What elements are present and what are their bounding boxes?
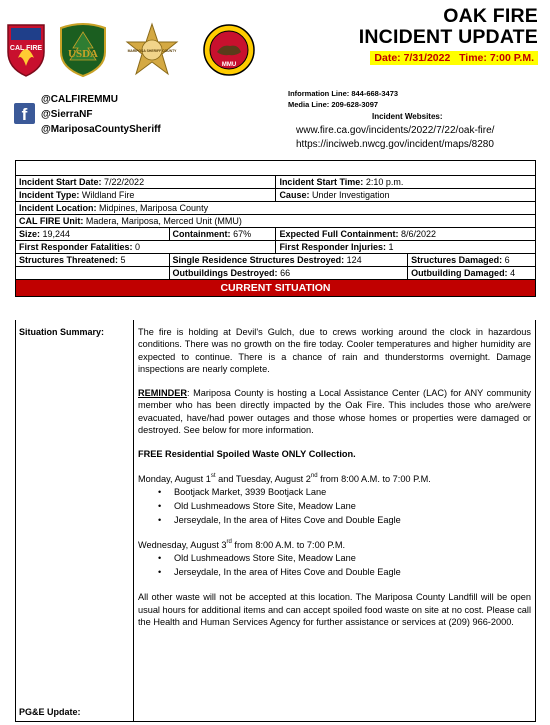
day1-line: Monday, August 1st and Tuesday, August 2nd from 8:00 A.M. to 7:00 P.M. <box>138 472 431 484</box>
date-value: 7/31/2022 <box>403 52 451 64</box>
situation-body <box>138 326 531 628</box>
handle-sheriff[interactable]: @MariposaCountySheriff <box>41 124 161 135</box>
situation-summary-label: Situation Summary: <box>19 327 105 337</box>
contact-lines <box>288 88 398 110</box>
reminder-paragraph <box>138 387 531 436</box>
location-cell: Incident Location: Midpines, Mariposa County <box>16 202 536 215</box>
pge-update-label: PG&E Update: <box>19 707 81 717</box>
svg-text:CAL FIRE: CAL FIRE <box>9 45 43 52</box>
column-divider <box>133 320 134 721</box>
structures-damaged-cell: Structures Damaged: 6 <box>408 254 536 267</box>
list-item: • Jerseydale, In the area of Hites Cove and Double Eagle <box>158 513 531 527</box>
unit-cell: CAL FIRE Unit: Madera, Mariposa, Merced Unit (MMU) <box>16 215 536 228</box>
website-link-calfire[interactable]: www.fire.ca.gov/incidents/2022/7/22/oak-fire/ <box>296 125 495 136</box>
website-links <box>296 124 494 152</box>
cal-fire-management-logo <box>202 22 256 78</box>
svg-text:MARIPOSA SHERIFF COUNTY: MARIPOSA SHERIFF COUNTY <box>127 49 177 53</box>
svg-text:USDA: USDA <box>68 48 98 60</box>
incident-info-table <box>15 160 536 297</box>
size-cell: Size: 19,244 <box>16 228 170 241</box>
websites-title: Incident Websites: <box>372 112 443 121</box>
current-situation-banner: CURRENT SITUATION <box>16 280 536 297</box>
info-line: Information Line: 844-668-3473 <box>288 89 399 98</box>
cal-fire-logo <box>4 22 48 78</box>
fatalities-cell: First Responder Fatalities: 0 <box>16 241 276 254</box>
outbuildings-destroyed-cell: Outbuildings Destroyed: 66 <box>169 267 408 280</box>
title-line-1: OAK FIRE <box>443 5 538 27</box>
containment-cell: Containment: 67% <box>169 228 276 241</box>
handle-sierranf[interactable]: @SierraNF <box>41 109 93 120</box>
waste-title: FREE Residential Spoiled Waste ONLY Collection. <box>138 449 356 460</box>
list-item: • Jerseydale, In the area of Hites Cove and Double Eagle <box>158 565 531 579</box>
empty-cell <box>16 267 170 280</box>
situation-section <box>15 320 536 722</box>
day1-sites-list <box>138 485 531 527</box>
agency-logos <box>4 22 262 84</box>
list-item: • Bootjack Market, 3939 Bootjack Lane <box>158 485 531 499</box>
start-date-cell: Incident Start Date: 7/22/2022 <box>16 176 276 189</box>
summary-paragraph: The fire is holding at Devil's Gulch, due to crews working around the clock in hazardous conditions. There was no growth on the fire today. Cooler temperatures and higher humidity are expected to continue. There is a chance of rain and thunderstorms overnight. Damage inspections are nearly complete. <box>138 327 531 374</box>
handle-calfire[interactable]: @CALFIREMMU <box>41 94 118 105</box>
forest-service-logo <box>58 22 108 78</box>
closing-paragraph: All other waste will not be accepted at this location. The Mariposa County Landfill will be open usual hours for additional items and can accept spoiled food waste on site at no cost. Please call the Health and Human Services Agency for further assistance or services at (209) 966-2000. <box>138 592 531 627</box>
time-value: 7:00 P.M. <box>489 52 534 64</box>
time-label: Time: <box>459 52 487 64</box>
reminder-label: REMINDER <box>138 388 188 399</box>
incident-type-cell: Incident Type: Wildland Fire <box>16 189 276 202</box>
title-block <box>359 6 538 66</box>
expected-containment-cell: Expected Full Containment: 8/6/2022 <box>276 228 536 241</box>
svg-text:MMU: MMU <box>221 62 237 68</box>
list-item: • Old Lushmeadows Store Site, Meadow Lane <box>158 551 531 565</box>
mariposa-sheriff-logo <box>124 22 180 78</box>
cause-cell: Cause: Under Investigation <box>276 189 536 202</box>
reminder-text: : Mariposa County is hosting a Local Assistance Center (LAC) for ANY community member who has been directly impacted by the Oak Fire. This includes those who are/were evacuated, have/had power outages and those whose homes or properties were damaged or destroyed. See below for more information. <box>138 388 531 436</box>
day2-line: Wednesday, August 3rd from 8:00 A.M. to 7:00 P.M. <box>138 538 346 550</box>
website-link-inciweb[interactable]: https://inciweb.nwcg.gov/incident/maps/8280 <box>296 139 494 150</box>
facebook-icon[interactable]: f <box>14 103 35 124</box>
social-handles <box>41 92 161 137</box>
outbuilding-damaged-cell: Outbuilding Damaged: 4 <box>408 267 536 280</box>
threatened-cell: Structures Threatened: 5 <box>16 254 170 267</box>
day2-sites-list <box>138 551 531 579</box>
list-item: • Old Lushmeadows Store Site, Meadow Lane <box>158 499 531 513</box>
title-line-2: INCIDENT UPDATE <box>358 26 538 48</box>
media-line: Media Line: 209-628-3097 <box>288 100 379 109</box>
blank-row <box>16 161 536 176</box>
start-time-cell: Incident Start Time: 2:10 p.m. <box>276 176 536 189</box>
injuries-cell: First Responder Injuries: 1 <box>276 241 536 254</box>
date-time-bar <box>370 51 538 65</box>
residence-destroyed-cell: Single Residence Structures Destroyed: 124 <box>169 254 408 267</box>
date-label: Date: <box>374 52 401 64</box>
